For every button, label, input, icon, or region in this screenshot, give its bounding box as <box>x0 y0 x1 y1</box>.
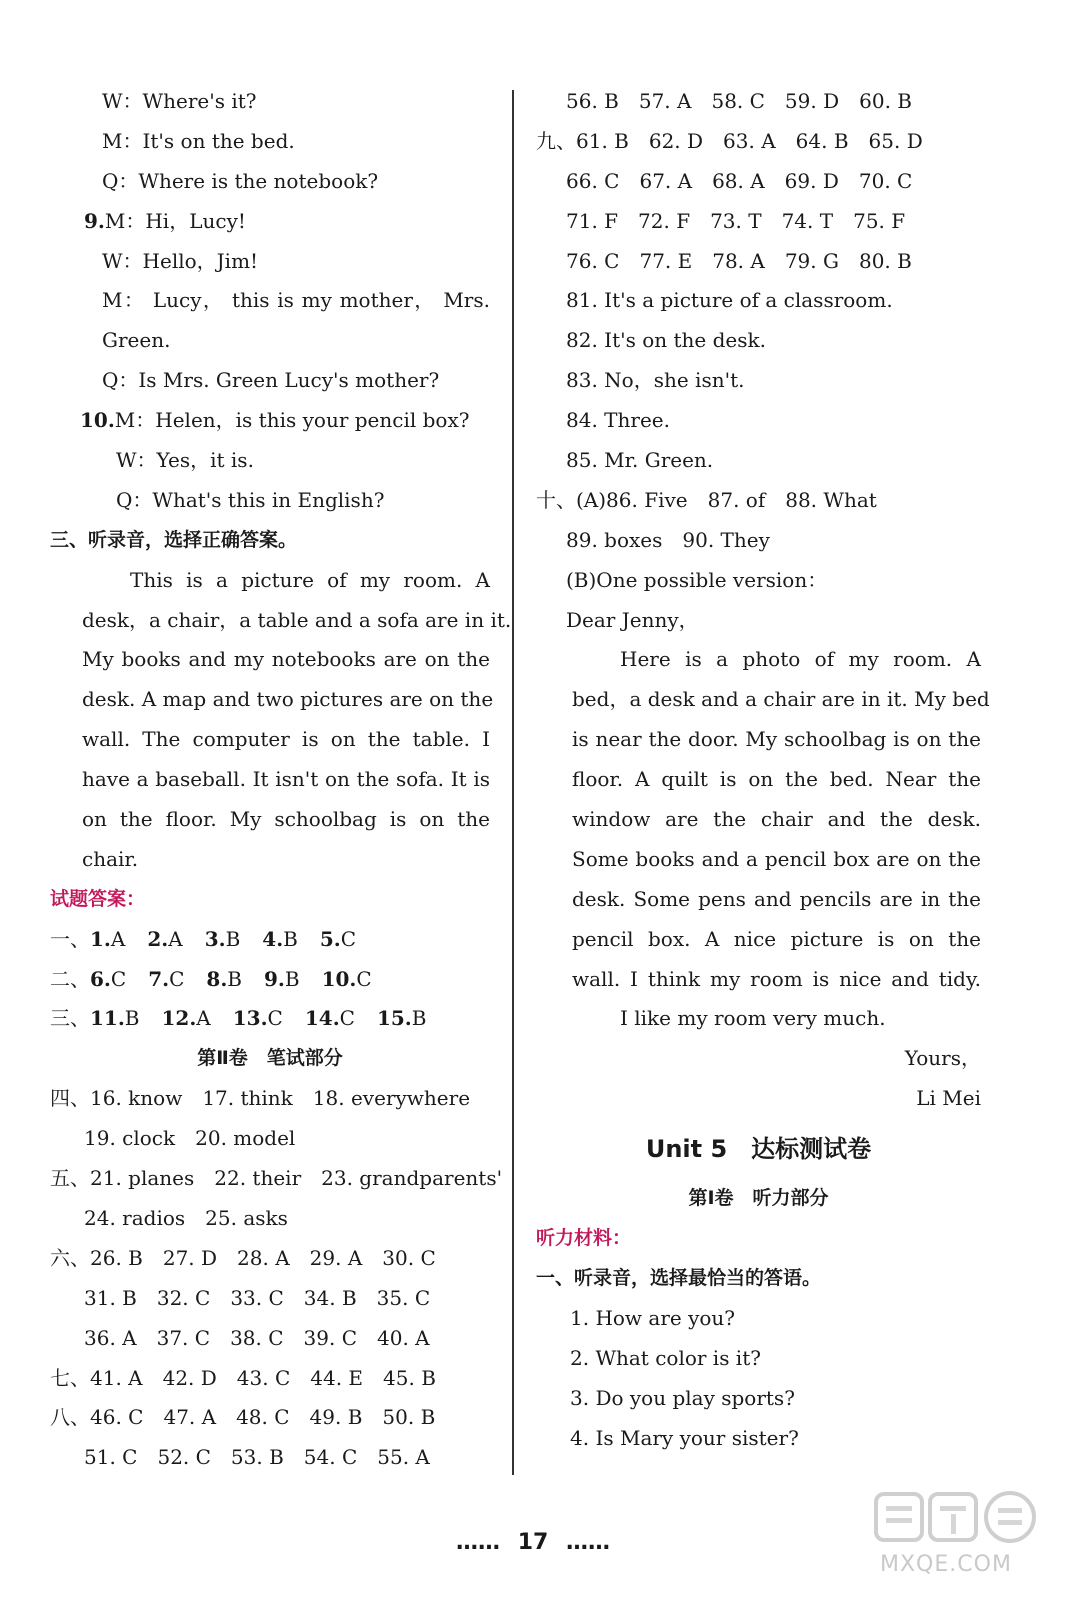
passage-line: desk，a chair，a table and a sofa are in it. <box>82 607 512 632</box>
answer-row: 三、11.B 12.A 13.C 14.C 15.B <box>50 1006 427 1031</box>
item-10-line: 10.M：Helen，is this your pencil box? <box>80 408 470 433</box>
footer-dots-left: …… <box>456 1530 501 1555</box>
answer-row: 七、41. A 42. D 43. C 44. E 45. B <box>50 1365 436 1390</box>
dialog-line: W：Hello，Jim! <box>102 248 259 273</box>
letter-line: Some books and a pencil box are on the <box>572 846 981 871</box>
answer-row: 九、61. B 62. D 63. A 64. B 65. D <box>536 128 923 153</box>
passage-line: chair. <box>82 846 139 871</box>
passage-line: wall. The computer is on the table. I <box>82 727 490 752</box>
answer-row: 二、6.C 7.C 8.B 9.B 10.C <box>50 966 372 991</box>
answer-row: 71. F 72. F 73. T 74. T 75. F <box>566 208 906 233</box>
answer-row: 八、46. C 47. A 48. C 49. B 50. B <box>50 1405 436 1430</box>
version-label: (B)One possible version： <box>566 567 828 592</box>
dialog-line: M： Lucy， this is my mother， Mrs. <box>102 288 490 313</box>
letter-line: is near the door. My schoolbag is on the <box>572 727 981 752</box>
dialog-line: M：It's on the bed. <box>102 128 295 153</box>
unit-title: Unit 5 达标测试卷 <box>645 1135 872 1164</box>
question-line: 4. Is Mary your sister? <box>570 1425 799 1450</box>
qa-line: 82. It's on the desk. <box>566 328 766 353</box>
letter-yours: Yours， <box>904 1046 981 1071</box>
answer-row: 31. B 32. C 33. C 34. B 35. C <box>84 1285 431 1310</box>
letter-line: pencil box. A nice picture is on the <box>572 926 981 951</box>
letter-line: desk. Some pens and pencils are in the <box>572 886 981 911</box>
item-9-line: 9.M：Hi，Lucy! <box>84 208 246 233</box>
qa-line: 83. No，she isn't. <box>566 368 745 393</box>
passage-line: desk. A map and two pictures are on the <box>82 687 494 712</box>
answer-row: 51. C 52. C 53. B 54. C 55. A <box>84 1445 430 1470</box>
answers-label: 试题答案： <box>50 887 146 910</box>
page-number: 17 <box>517 1530 549 1555</box>
answer-row: 24. radios 25. asks <box>84 1205 288 1230</box>
listening-label: 听力材料： <box>536 1227 632 1250</box>
passage-line: My books and my notebooks are on the <box>82 647 490 672</box>
answer-row: 36. A 37. C 38. C 39. C 40. A <box>84 1325 430 1350</box>
passage-line: This is a picture of my room. A <box>130 567 490 592</box>
salutation: Dear Jenny， <box>566 607 699 632</box>
part-2-title: 第Ⅱ卷 笔试部分 <box>197 1047 343 1070</box>
item-number: 10. <box>80 408 115 433</box>
column-divider <box>512 90 514 1475</box>
dialog-line: Q：Is Mrs. Green Lucy's mother? <box>102 368 440 393</box>
letter-signature: Li Mei <box>916 1086 981 1111</box>
right-column <box>536 82 990 1458</box>
passage-line: have a baseball. It isn't on the sofa. It is <box>82 767 490 792</box>
passage-line: on the floor. My schoolbag is on the <box>82 807 490 832</box>
question-line: 3. Do you play sports? <box>570 1385 795 1410</box>
dialog-line: Green. <box>102 328 171 353</box>
qa-line: 81. It's a picture of a classroom. <box>566 288 893 313</box>
answer-row: 六、26. B 27. D 28. A 29. A 30. C <box>50 1245 436 1270</box>
letter-closing: I like my room very much. <box>620 1006 886 1031</box>
section-3-heading: 三、听录音，选择正确答案。 <box>50 528 298 551</box>
footer-dots-right: …… <box>565 1530 610 1555</box>
letter-line: floor. A quilt is on the bed. Near the <box>572 767 981 792</box>
letter-line: bed，a desk and a chair are in it. My bed <box>572 687 990 712</box>
dialog-line: Q：Where is the notebook? <box>102 168 379 193</box>
answer-row: 66. C 67. A 68. A 69. D 70. C <box>566 168 913 193</box>
letter-line: window are the chair and the desk. <box>572 807 981 832</box>
left-column <box>50 82 512 1478</box>
dialog-line: W：Where's it? <box>102 89 257 113</box>
letter-line: Here is a photo of my room. A <box>620 647 981 672</box>
answer-row: 56. B 57. A 58. C 59. D 60. B <box>566 89 912 113</box>
answer-row: 四、16. know 17. think 18. everywhere <box>50 1086 471 1111</box>
dialog-line: Q：What's this in English? <box>116 487 385 512</box>
answer-row: 一、1.A 2.A 3.B 4.B 5.C <box>50 926 357 951</box>
qa-line: 85. Mr. Green. <box>566 448 714 473</box>
question-line: 2. What color is it? <box>570 1345 761 1370</box>
answer-row: 76. C 77. E 78. A 79. G 80. B <box>566 248 912 273</box>
qa-line: 84. Three. <box>566 408 670 433</box>
answer-row: 89. boxes 90. They <box>566 527 770 552</box>
part-1-title: 第Ⅰ卷 听力部分 <box>688 1187 829 1210</box>
section-1-heading: 一、听录音，选择最恰当的答语。 <box>536 1266 822 1289</box>
watermark-text: MXQE.COM <box>880 1552 1012 1577</box>
answer-row: 五、21. planes 22. their 23. grandparents' <box>50 1166 503 1191</box>
answer-row: 19. clock 20. model <box>84 1126 296 1151</box>
letter-line: wall. I think my room is nice and tidy. <box>572 966 981 991</box>
answer-row: 十、(A)86. Five 87. of 88. What <box>536 487 877 512</box>
dialog-line: W：Yes，it is. <box>116 448 254 473</box>
question-line: 1. How are you? <box>570 1305 736 1330</box>
item-number: 9. <box>84 208 105 233</box>
